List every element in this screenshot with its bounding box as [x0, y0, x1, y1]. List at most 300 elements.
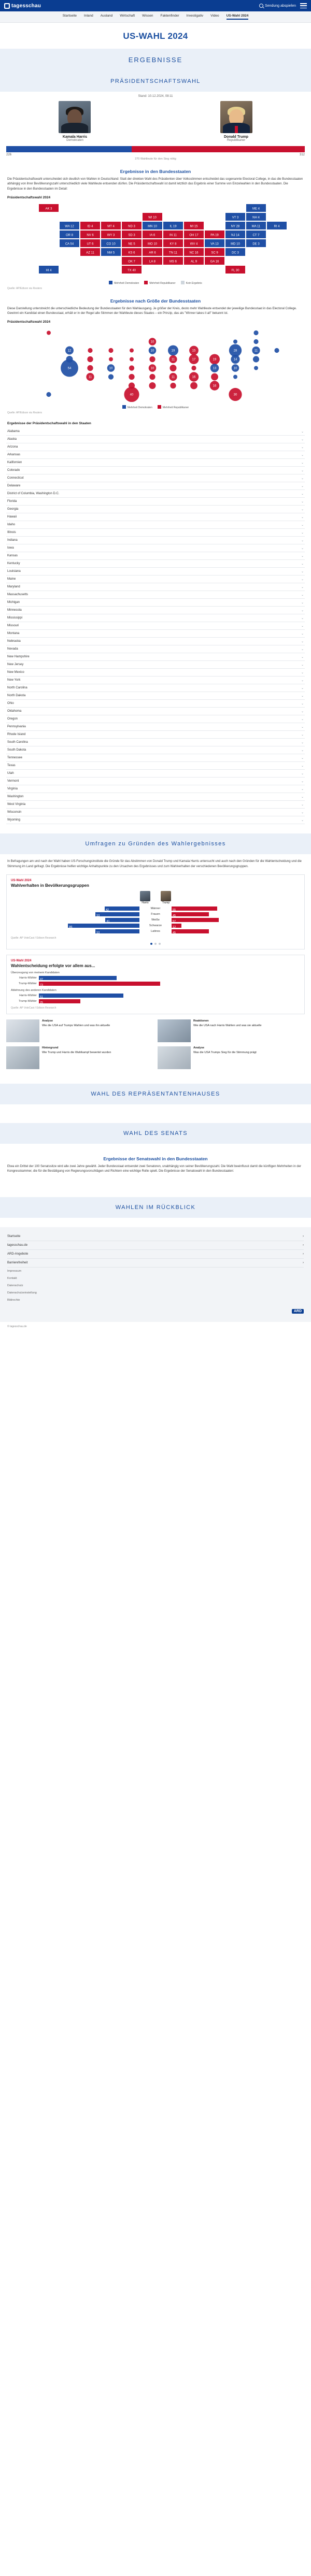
survey1-bar-rep	[172, 918, 219, 922]
state-row[interactable]	[6, 513, 305, 521]
chevron-down-icon: ⌄	[301, 578, 304, 581]
ard-logo[interactable]: ARD	[292, 1309, 304, 1314]
map-state-label: NM 5	[107, 251, 115, 255]
bubble-state-label: 10	[233, 367, 237, 371]
surveys-band: Umfragen zu Gründen des Wahlergebnisses	[0, 833, 311, 854]
bubble-state-label: 10	[150, 367, 154, 371]
survey1-row-label: Schwarze	[149, 924, 162, 928]
state-row[interactable]	[6, 653, 305, 661]
state-name: Arizona	[7, 445, 18, 449]
map-state-label: PA 19	[210, 234, 219, 237]
survey1-value-rep: 45	[173, 931, 176, 935]
state-row[interactable]	[6, 583, 305, 591]
state-row[interactable]	[6, 700, 305, 708]
brand-name: tagesschau	[11, 3, 41, 9]
footer-label-startseite: Startseite	[7, 1234, 21, 1238]
state-row[interactable]	[6, 684, 305, 692]
map-state-label: LA 8	[149, 260, 156, 264]
state-row[interactable]	[6, 723, 305, 731]
footer-impressum[interactable]: Impressum	[7, 1269, 22, 1273]
survey1-candidate-trump	[161, 891, 171, 904]
state-name: Georgia	[7, 508, 19, 511]
footer-kontakt[interactable]: Kontakt	[7, 1276, 17, 1280]
state-row[interactable]	[6, 739, 305, 746]
chevron-down-icon: ⌄	[301, 764, 304, 768]
bubble-state-ms[interactable]	[170, 383, 176, 388]
survey2-value: 73	[40, 984, 44, 987]
footer-bildrechte[interactable]: Bildrechte	[7, 1298, 20, 1302]
play-broadcast-button[interactable]	[259, 4, 296, 8]
teaser-card[interactable]	[158, 1046, 305, 1069]
survey1-row	[11, 924, 300, 928]
state-name: South Carolina	[7, 741, 28, 744]
state-row[interactable]	[6, 560, 305, 568]
review-band: WAHLEN IM RÜCKBLICK	[0, 1197, 311, 1218]
election-map-bubbles[interactable]	[5, 326, 306, 404]
survey1-candidate-harris	[140, 891, 150, 904]
surveys-intro: In Befragungen am und nach der Wahl haben US-Forschungsinstitute die Gründe für das Abstimmen von Donald Trump und Kamala Harris untersucht und auch nach den Gründen für die Wahlentscheidung und die Stimmung im Land gefragt. Die Ergebnisse helfen wichtige Anhaltspunkte zu den Ursachen des Ergebnisses und zum Wahlverhalten der verschiedenen Bevölkerungsgruppen.	[7, 860, 302, 868]
bubble-state-label: 11	[254, 350, 258, 353]
electoral-votes-rep: 312	[299, 153, 305, 156]
chevron-down-icon: ⌄	[301, 609, 304, 612]
menu-icon[interactable]	[300, 3, 307, 8]
survey1-value-rep: 57	[173, 920, 176, 924]
bubble-state-sd[interactable]	[130, 357, 134, 362]
state-row[interactable]	[6, 474, 305, 482]
map-state-label: WA 12	[65, 225, 74, 228]
state-row[interactable]	[6, 451, 305, 459]
bubble-state-label: 19	[171, 350, 175, 353]
state-name: Oregon	[7, 717, 18, 721]
state-row[interactable]	[6, 638, 305, 645]
footer-item-tagesschau[interactable]: tagesschau.de ›	[7, 1241, 304, 1250]
state-row[interactable]	[6, 521, 305, 529]
nav-item-wirtschaft[interactable]: Wirtschaft	[120, 14, 135, 18]
map-state-label: TX 40	[127, 269, 136, 272]
bubble-state-ne[interactable]	[129, 366, 134, 371]
chevron-down-icon: ⌄	[301, 725, 304, 729]
footer-item-barrierefreiheit[interactable]: Barrierefreiheit ›	[7, 1259, 304, 1268]
chevron-down-icon: ⌄	[301, 811, 304, 814]
bubble-state-hi[interactable]	[46, 392, 51, 397]
chevron-down-icon: ⌄	[301, 655, 304, 659]
state-row[interactable]	[6, 544, 305, 552]
state-name: Maryland	[7, 585, 20, 589]
bubble-state-nh[interactable]	[253, 339, 258, 344]
chevron-down-icon: ⌄	[301, 702, 304, 706]
map-state-label: AL 9	[190, 260, 197, 264]
state-row[interactable]	[6, 467, 305, 474]
teaser-card[interactable]	[158, 1019, 305, 1042]
nav-item-faktenfinder[interactable]: Faktenfinder	[160, 14, 179, 18]
footer-label-ard: ARD-Angebote	[7, 1252, 29, 1256]
state-row[interactable]	[6, 575, 305, 583]
election-map-states[interactable]	[5, 202, 306, 279]
chevron-down-icon: ⌄	[301, 803, 304, 807]
bubble-state-ak[interactable]	[47, 331, 51, 335]
states-list	[0, 428, 311, 824]
main-nav	[0, 11, 311, 23]
teaser-title: Wie die USA auf Trumps Wahlen und was ihn aktuelle	[42, 1024, 110, 1027]
survey1-bar-dem	[95, 929, 139, 933]
bubble-state-mt[interactable]	[108, 348, 113, 353]
map-state-label: ME 4	[252, 207, 260, 211]
map-state-label: IA 6	[149, 234, 156, 237]
state-name: New Hampshire	[7, 655, 30, 659]
survey1-bar-rep	[172, 929, 209, 933]
map-state-label: IN 11	[169, 234, 177, 237]
state-name: Texas	[7, 764, 16, 768]
state-name: Wisconsin	[7, 811, 22, 814]
chevron-down-icon: ⌄	[301, 461, 304, 465]
state-row[interactable]	[6, 746, 305, 754]
states-result-heading: Ergebnisse in den Bundesstaaten	[120, 169, 191, 174]
state-row[interactable]	[6, 801, 305, 809]
chevron-down-icon: ⌄	[301, 585, 304, 589]
chevron-down-icon: ⌄	[301, 477, 304, 480]
map-state-label: OR 8	[65, 234, 74, 237]
map-state-label: NH 4	[252, 216, 260, 220]
state-name: Nevada	[7, 647, 18, 651]
state-row[interactable]	[6, 552, 305, 560]
nav-item-video[interactable]: Video	[210, 14, 219, 18]
chevron-down-icon: ⌄	[301, 756, 304, 760]
chevron-down-icon: ⌄	[301, 787, 304, 791]
electoral-bar-dem	[6, 146, 132, 152]
copyright: © tagesschau.de	[7, 1325, 27, 1328]
presidential-result	[0, 92, 311, 142]
chevron-down-icon: ⌄	[301, 430, 304, 434]
chevron-down-icon: ⌄	[301, 647, 304, 651]
state-name: Delaware	[7, 484, 21, 488]
bubble-state-ut[interactable]	[87, 365, 93, 371]
bubble-state-label: 54	[67, 367, 72, 371]
state-name: Kansas	[7, 554, 18, 558]
state-row[interactable]	[6, 754, 305, 762]
state-row[interactable]	[6, 770, 305, 778]
state-row[interactable]	[6, 778, 305, 785]
bubble-state-nv[interactable]	[87, 356, 93, 362]
page-title: US-WAHL 2024	[123, 31, 188, 41]
bubble-state-de[interactable]	[254, 366, 258, 370]
dot-2[interactable]	[154, 943, 157, 945]
state-row[interactable]	[6, 599, 305, 607]
footer-datenschutzeinstellung[interactable]: Datenschutzeinstellung	[7, 1291, 37, 1294]
map-state-label: ID 4	[87, 225, 93, 228]
bubble-state-nm[interactable]	[108, 375, 114, 380]
bubble-state-la[interactable]	[149, 382, 156, 389]
state-name: New Mexico	[7, 671, 24, 674]
state-row[interactable]	[6, 443, 305, 451]
state-name: Montana	[7, 632, 20, 636]
state-name: Mississippi	[7, 616, 23, 620]
bubble-state-wv[interactable]	[191, 366, 196, 370]
survey1-value-dem: 41	[106, 920, 110, 924]
map-state-label: OK 7	[128, 260, 135, 264]
brand-logo[interactable]	[4, 3, 41, 9]
map-state-label: CT 7	[252, 234, 260, 237]
footer-label-barrierefreiheit: Barrierefreiheit	[7, 1261, 28, 1264]
electoral-bar-rep	[132, 146, 305, 152]
state-name: Connecticut	[7, 477, 24, 480]
legend2-rep: Mehrheit Republikaner	[162, 406, 189, 410]
bubble-state-id[interactable]	[88, 348, 92, 353]
state-row[interactable]	[6, 591, 305, 599]
state-name: Illinois	[7, 531, 16, 535]
chevron-down-icon: ⌄	[301, 500, 304, 503]
map-state-label: AR 6	[149, 251, 156, 255]
state-name: Idaho	[7, 523, 16, 527]
state-row[interactable]	[6, 459, 305, 467]
map-state-label: NC 16	[189, 251, 199, 255]
senate-text: Etwa ein Drittel der 100 Senatssitze wird alle zwei Jahre gewählt. Jeder Bundesstaat entsendet zwei Senatoren, unabhängig von seiner Bevölkerungszahl. Die Wahl beeinflusst damit die künftigen Mehrheiten in der Kongresskammer, die für die Bestätigung von Regierungsvorschlägen und Richtern eine wichtige Rolle spielt. Die Ergebnisse der Senatswahl in den Bundesstaaten:	[7, 1165, 302, 1173]
bubble-state-label: 10	[109, 367, 113, 371]
dot-1[interactable]	[150, 943, 152, 945]
survey1-bar-dem	[95, 912, 139, 916]
teaser-thumbnail	[6, 1046, 39, 1069]
senate-band: WAHL DES SENATS	[0, 1123, 311, 1144]
map-state-label: MS 6	[169, 260, 177, 264]
map-state-label: NJ 14	[231, 234, 239, 237]
state-row[interactable]	[6, 630, 305, 638]
state-row[interactable]	[6, 498, 305, 506]
map-state-label: NY 28	[231, 225, 240, 228]
teaser-card[interactable]	[6, 1046, 153, 1069]
chevron-down-icon: ⌄	[301, 546, 304, 550]
teaser-thumbnail	[6, 1019, 39, 1042]
senate-heading: Ergebnisse der Senatswahl in den Bundesstaaten	[103, 1156, 208, 1162]
bubble-state-label: 10	[150, 341, 154, 344]
bubble-state-label: 11	[88, 376, 92, 380]
survey1-row-label: Frauen	[151, 913, 160, 916]
chevron-down-icon: ⌄	[301, 717, 304, 721]
map-state-label: WV 4	[190, 242, 198, 246]
chevron-down-icon: ⌄	[301, 484, 304, 488]
survey1-kicker: US-Wahl 2024	[11, 879, 32, 883]
state-row[interactable]	[6, 816, 305, 824]
survey1-row	[11, 918, 300, 922]
footer-item-ard[interactable]: ARD-Angebote ›	[7, 1250, 304, 1259]
state-name: Pennsylvania	[7, 725, 26, 729]
survey2-row	[11, 999, 300, 1003]
bubble-state-al[interactable]	[190, 382, 197, 390]
survey1-source: Quelle: AP VoteCast / Edison Research	[11, 937, 56, 940]
survey2-row	[11, 994, 300, 998]
survey2-title: Wahlentscheidung erfolgte vor allem aus...	[11, 963, 95, 969]
state-row[interactable]	[6, 607, 305, 614]
bubble-state-label: 12	[67, 350, 72, 353]
nav-item-us-wahl[interactable]: US-Wahl 2024	[227, 14, 249, 20]
state-row[interactable]	[6, 677, 305, 684]
state-row[interactable]	[6, 708, 305, 715]
survey2-kicker: US-Wahl 2024	[11, 959, 32, 963]
candidate-trump	[167, 101, 305, 142]
state-row[interactable]	[6, 793, 305, 801]
chevron-down-icon: ⌄	[301, 772, 304, 775]
survey1-row-label: Weiße	[151, 918, 160, 922]
state-row[interactable]	[6, 506, 305, 513]
map-state-label: AZ 11	[86, 251, 94, 255]
state-name: West Virginia	[7, 803, 26, 807]
bubble-state-sc[interactable]	[211, 373, 218, 381]
state-row[interactable]	[6, 661, 305, 669]
chevron-down-icon: ⌄	[301, 710, 304, 713]
survey2-source: Quelle: AP VoteCast / Edison Research	[11, 1006, 56, 1010]
state-row[interactable]	[6, 436, 305, 443]
state-name: District of Columbia, Washington D.C.	[7, 492, 60, 496]
bubble-state-ct[interactable]	[253, 356, 259, 363]
state-row[interactable]	[6, 482, 305, 490]
state-row[interactable]	[6, 645, 305, 653]
footer-item-startseite[interactable]: Startseite ›	[7, 1232, 304, 1241]
state-name: Kalifornien	[7, 461, 22, 465]
threshold-note: 270 Wahlleute für den Sieg nötig	[135, 157, 176, 161]
nav-item-inland[interactable]: Inland	[84, 14, 93, 18]
chevron-down-icon: ⌄	[301, 616, 304, 620]
bubble-state-label: 15	[192, 350, 196, 353]
state-row[interactable]	[6, 692, 305, 700]
state-name: Wyoming	[7, 818, 20, 822]
candidate-name-trump: Donald Trump	[223, 135, 249, 139]
bubble-state-label: 16	[213, 385, 217, 388]
candidate-photo-trump	[220, 101, 252, 133]
chevron-down-icon: ⌄	[301, 570, 304, 573]
map-state-label: MT 4	[107, 225, 115, 228]
bubble-state-or[interactable]	[66, 356, 73, 363]
state-name: Missouri	[7, 624, 19, 628]
survey-carousel-dots[interactable]	[11, 943, 300, 945]
chevron-down-icon: ⌄	[301, 554, 304, 558]
footer-label-tagesschau: tagesschau.de	[7, 1243, 28, 1247]
state-name: South Dakota	[7, 749, 26, 752]
chevron-down-icon: ⌄	[301, 694, 304, 698]
map-state-label: IL 19	[169, 225, 177, 228]
chevron-down-icon: ⌄	[301, 733, 304, 737]
size-result-text: Diese Darstellung unterstreicht die unterschiedliche Bedeutung der Bundesstaaten für den Wahlausgang. Je größer der Kreis, desto mehr Wahlleute entsendet der jeweilige Bundesstaat in das Electoral College. Gewinnt ein Kandidat einen Bundesstaat, erhält er in der Regel alle Stimmen der Wahlleute dieses Staates – ein Prinzip, das als "Winner takes it all" bekannt ist.	[7, 307, 297, 315]
candidate-harris	[6, 101, 144, 142]
map-state-label: FL 30	[231, 269, 239, 272]
survey-card-groups	[6, 874, 305, 949]
survey2-row-label: Harris-Wähler	[19, 994, 37, 998]
map-state-label: OH 17	[189, 234, 199, 237]
state-name: Maine	[7, 578, 16, 581]
state-row[interactable]	[6, 537, 305, 544]
map-state-label: RI 4	[274, 225, 280, 228]
survey-card-motivation	[6, 955, 305, 1014]
chevron-down-icon: ⌄	[301, 640, 304, 643]
dot-3[interactable]	[159, 943, 161, 945]
state-row[interactable]	[6, 529, 305, 537]
bubble-state-vt[interactable]	[233, 340, 237, 344]
chevron-down-icon: ⌄	[301, 492, 304, 496]
state-row[interactable]	[6, 568, 305, 575]
map-legend-2	[0, 405, 311, 409]
state-row[interactable]	[6, 428, 305, 436]
results-band: ERGEBNISSE	[0, 49, 311, 71]
survey1-bar-rep	[172, 912, 209, 916]
nav-item-wissen[interactable]: Wissen	[142, 14, 153, 18]
map-state-label: AK 3	[45, 207, 52, 211]
state-name: Arkansas	[7, 453, 21, 457]
state-name: Iowa	[7, 546, 14, 550]
map-state-label: NE 5	[128, 242, 135, 246]
state-row[interactable]	[6, 785, 305, 793]
survey1-value-rep: 55	[173, 909, 176, 912]
nav-item-ausland[interactable]: Ausland	[100, 14, 113, 18]
survey1-row	[11, 906, 300, 911]
map-state-label: DC 3	[232, 251, 239, 255]
legend-rep: Mehrheit Republikaner	[149, 281, 176, 285]
state-name: Tennessee	[7, 756, 23, 760]
footer-datenschutz[interactable]: Datenschutz	[7, 1284, 23, 1287]
bubble-state-ar[interactable]	[149, 374, 155, 380]
bubble-state-ri[interactable]	[274, 348, 279, 353]
chevron-down-icon: ⌄	[301, 632, 304, 636]
chevron-down-icon: ⌄	[301, 679, 304, 682]
chevron-down-icon: ⌄	[301, 469, 304, 472]
bubble-state-ia[interactable]	[149, 356, 155, 362]
map-state-label: DE 3	[252, 242, 260, 246]
state-name: Louisiana	[7, 570, 21, 573]
survey2-value: 47	[40, 978, 44, 982]
survey2-row	[11, 976, 300, 980]
map-state-label: ND 3	[128, 225, 135, 228]
state-name: North Dakota	[7, 694, 26, 698]
bubble-state-me[interactable]	[253, 330, 258, 335]
map2-source: Quelle: AP/Edison via Reuters	[7, 411, 42, 415]
bubble-state-nd[interactable]	[130, 349, 134, 353]
candidate-photo-harris	[59, 101, 91, 133]
teaser-card[interactable]	[6, 1019, 153, 1042]
state-row[interactable]	[6, 490, 305, 498]
state-row[interactable]	[6, 809, 305, 816]
state-name: Alabama	[7, 430, 20, 434]
teaser-kicker: Reaktionen	[193, 1019, 209, 1023]
map-state-label: VA 13	[210, 242, 219, 246]
survey1-bar-dem	[68, 924, 139, 928]
candidate-name-harris: Kamala Harris	[62, 135, 88, 139]
legend-none: Kein Ergebnis	[186, 281, 202, 285]
nav-item-investigativ[interactable]: Investigativ	[186, 14, 204, 18]
chevron-down-icon: ⌄	[301, 624, 304, 628]
survey1-value-dem: 86	[69, 926, 73, 929]
bubble-state-ks[interactable]	[129, 374, 134, 380]
bubble-state-dc[interactable]	[233, 375, 237, 379]
teaser-list	[6, 1019, 305, 1069]
state-name: North Carolina	[7, 686, 27, 690]
survey1-bar-rep	[172, 924, 181, 928]
state-name: Virginia	[7, 787, 18, 791]
map-state-label: NV 6	[87, 234, 94, 237]
state-row[interactable]	[6, 762, 305, 770]
state-row[interactable]	[6, 715, 305, 723]
teaser-kicker: Hintergrund	[42, 1046, 59, 1050]
map-state-label: SD 3	[128, 234, 135, 237]
nav-item-startseite[interactable]: Startseite	[62, 14, 77, 18]
map2-label: Präsidentschaftswahl 2024	[7, 320, 51, 324]
bubble-state-ky[interactable]	[169, 365, 176, 371]
state-row[interactable]	[6, 669, 305, 677]
chevron-down-icon: ⌄	[301, 562, 304, 566]
state-row[interactable]	[6, 614, 305, 622]
state-row[interactable]	[6, 622, 305, 630]
survey2-group1-label: Überzeugung von meinem Kandidaten	[11, 971, 60, 975]
map-state-label: WY 3	[107, 234, 115, 237]
state-name: Utah	[7, 772, 14, 775]
survey1-bar-dem	[105, 906, 139, 911]
bubble-state-wy[interactable]	[109, 357, 113, 362]
state-row[interactable]	[6, 731, 305, 739]
